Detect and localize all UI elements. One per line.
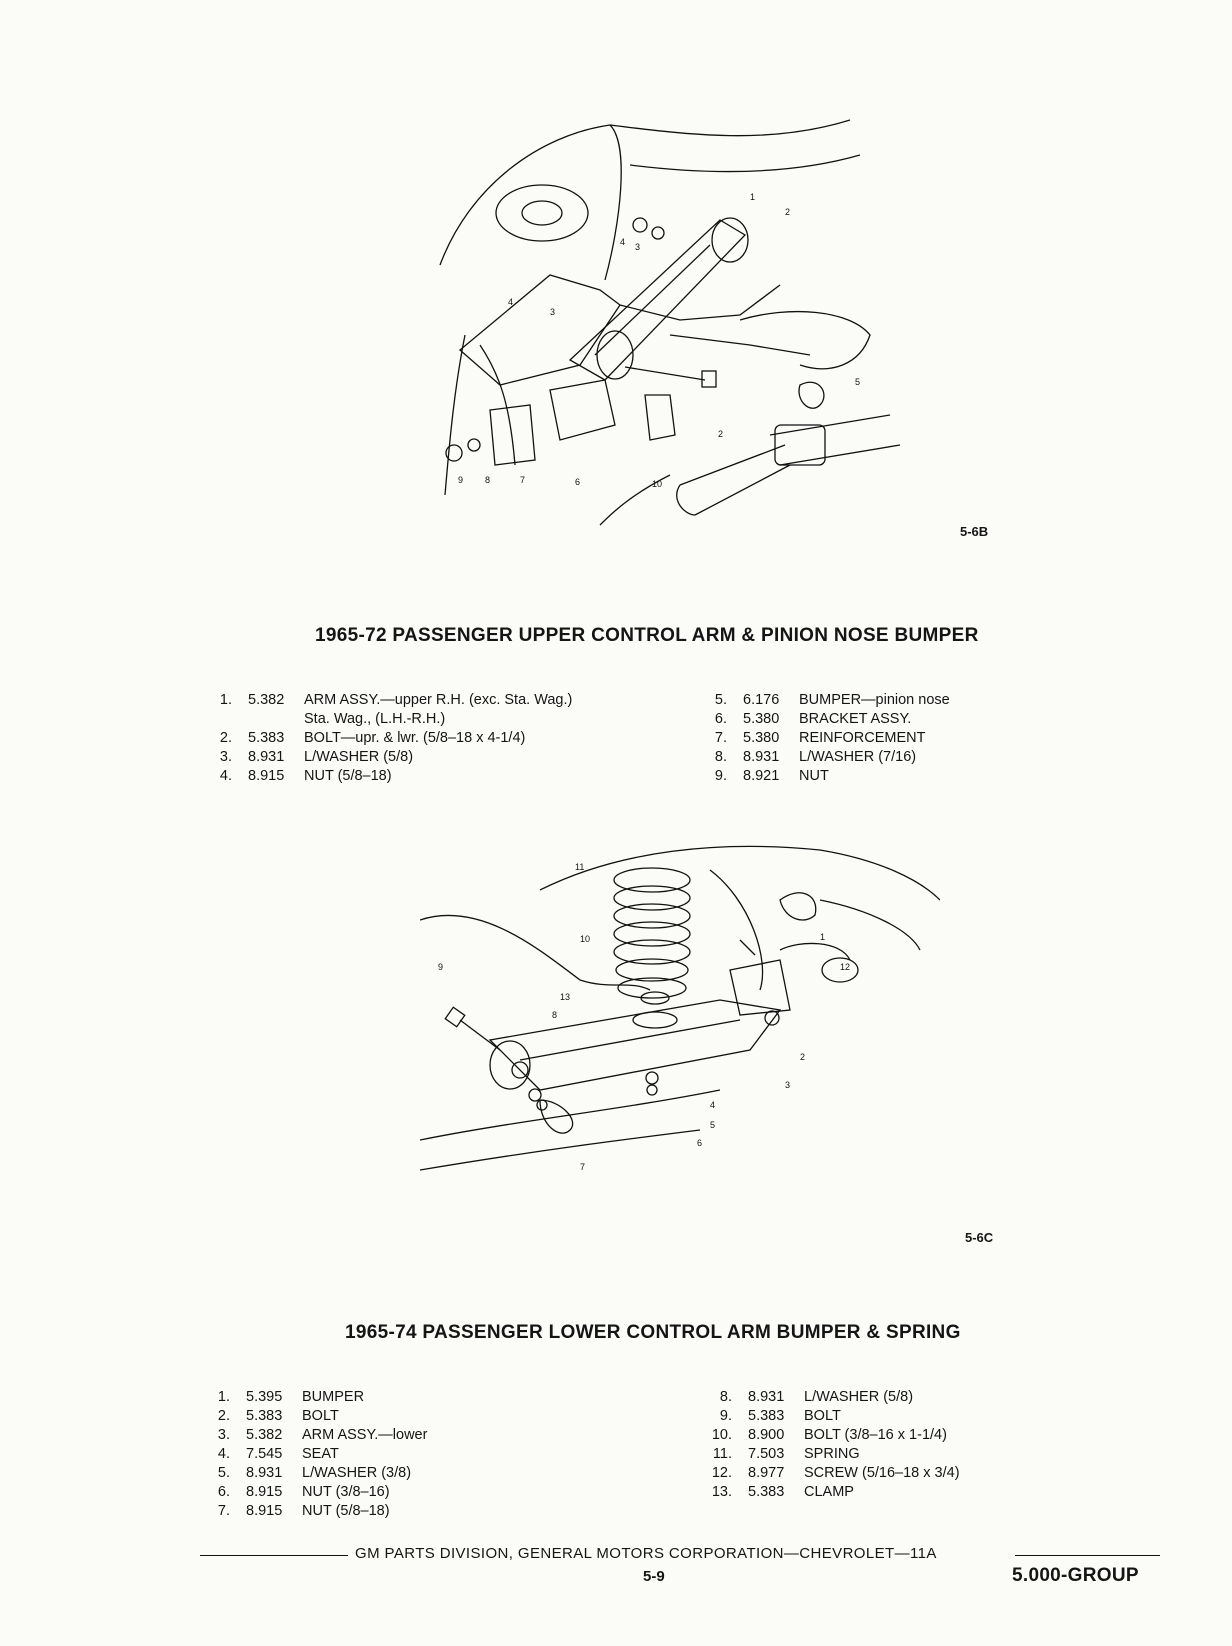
svg-text:13: 13 bbox=[560, 992, 571, 1002]
list-item: 4. 8.915 NUT (5/8–18) bbox=[219, 768, 392, 784]
list-item: Sta. Wag., (L.H.-R.H.) bbox=[304, 711, 446, 727]
list-item: 8. 8.931 L/WASHER (5/8) bbox=[719, 1389, 914, 1405]
footer-rule-left bbox=[200, 1555, 348, 1556]
lower-control-arm-diagram bbox=[420, 840, 940, 1240]
figure-2-parts-right bbox=[700, 1388, 960, 1502]
list-item: 8. 8.931 L/WASHER (7/16) bbox=[714, 749, 917, 765]
list-item: 11. 7.503 SPRING bbox=[712, 1446, 860, 1462]
svg-text:8: 8 bbox=[485, 475, 491, 485]
list-item: 13. 5.383 CLAMP bbox=[711, 1484, 854, 1500]
figure-1-parts-right bbox=[695, 691, 950, 786]
svg-text:12: 12 bbox=[840, 962, 851, 972]
svg-text:10: 10 bbox=[652, 479, 663, 489]
footer-rule-right bbox=[1015, 1555, 1160, 1556]
list-item: 9. 8.921 NUT bbox=[714, 768, 829, 784]
list-item: 10. 8.900 BOLT (3/8–16 x 1-1/4) bbox=[711, 1427, 947, 1443]
svg-text:3: 3 bbox=[635, 242, 641, 252]
svg-text:11: 11 bbox=[575, 862, 585, 872]
list-item: 9. 5.383 BOLT bbox=[719, 1408, 841, 1424]
svg-text:9: 9 bbox=[438, 962, 444, 972]
svg-text:6: 6 bbox=[575, 477, 581, 487]
list-item: 7. 5.380 REINFORCEMENT bbox=[714, 730, 926, 746]
figure-1-label: 5-6B bbox=[960, 524, 989, 539]
svg-text:1: 1 bbox=[820, 932, 826, 942]
svg-text:5: 5 bbox=[710, 1120, 716, 1130]
svg-text:2: 2 bbox=[785, 207, 791, 217]
list-item: 4. 7.545 SEAT bbox=[217, 1446, 339, 1462]
list-item: 2. 5.383 BOLT bbox=[217, 1408, 339, 1424]
svg-text:10: 10 bbox=[580, 934, 591, 944]
svg-text:9: 9 bbox=[458, 475, 464, 485]
figure-2-title: 1965-74 PASSENGER LOWER CONTROL ARM BUMPER & SPRING bbox=[345, 1322, 961, 1343]
list-item: 5. 8.931 L/WASHER (3/8) bbox=[217, 1465, 412, 1481]
list-item: 12. 8.977 SCREW (5/16–18 x 3/4) bbox=[711, 1465, 960, 1481]
svg-text:3: 3 bbox=[550, 307, 556, 317]
svg-text:8: 8 bbox=[552, 1010, 558, 1020]
svg-text:7: 7 bbox=[520, 475, 526, 485]
list-item: 3. 5.382 ARM ASSY.—lower bbox=[217, 1427, 428, 1443]
svg-text:6: 6 bbox=[697, 1138, 703, 1148]
figure-2-parts-left bbox=[198, 1388, 427, 1521]
svg-text:2: 2 bbox=[718, 429, 724, 439]
footer-publisher: GM PARTS DIVISION, GENERAL MOTORS CORPORATION—CHEVROLET—11A bbox=[355, 1545, 937, 1562]
list-item: 6. 8.915 NUT (3/8–16) bbox=[217, 1484, 390, 1500]
svg-text:1: 1 bbox=[750, 192, 756, 202]
group-number: 5.000-GROUP bbox=[1012, 1565, 1139, 1586]
list-item: 7. 8.915 NUT (5/8–18) bbox=[217, 1503, 390, 1519]
svg-text:3: 3 bbox=[785, 1080, 791, 1090]
svg-text:2: 2 bbox=[800, 1052, 806, 1062]
list-item: 6. 5.380 BRACKET ASSY. bbox=[714, 711, 912, 727]
figure-1-title: 1965-72 PASSENGER UPPER CONTROL ARM & PINION NOSE BUMPER bbox=[315, 625, 979, 646]
list-item: 2. 5.383 BOLT—upr. & lwr. (5/8–18 x 4-1/4) bbox=[219, 730, 526, 746]
figure-2-label: 5-6C bbox=[965, 1230, 994, 1245]
upper-control-arm-diagram bbox=[430, 105, 910, 560]
list-item: 1. 5.382 ARM ASSY.—upper R.H. (exc. Sta. Wag.) bbox=[219, 692, 573, 708]
list-item: 5. 6.176 BUMPER—pinion nose bbox=[714, 692, 950, 708]
svg-text:5: 5 bbox=[855, 377, 861, 387]
svg-text:7: 7 bbox=[580, 1162, 586, 1172]
figure-1-parts-left bbox=[200, 691, 572, 786]
svg-text:4: 4 bbox=[710, 1100, 716, 1110]
page-number: 5-9 bbox=[643, 1568, 665, 1585]
svg-text:4: 4 bbox=[620, 237, 626, 247]
svg-text:4: 4 bbox=[508, 297, 514, 307]
list-item: 1. 5.395 BUMPER bbox=[217, 1389, 365, 1405]
list-item: 3. 8.931 L/WASHER (5/8) bbox=[219, 749, 414, 765]
